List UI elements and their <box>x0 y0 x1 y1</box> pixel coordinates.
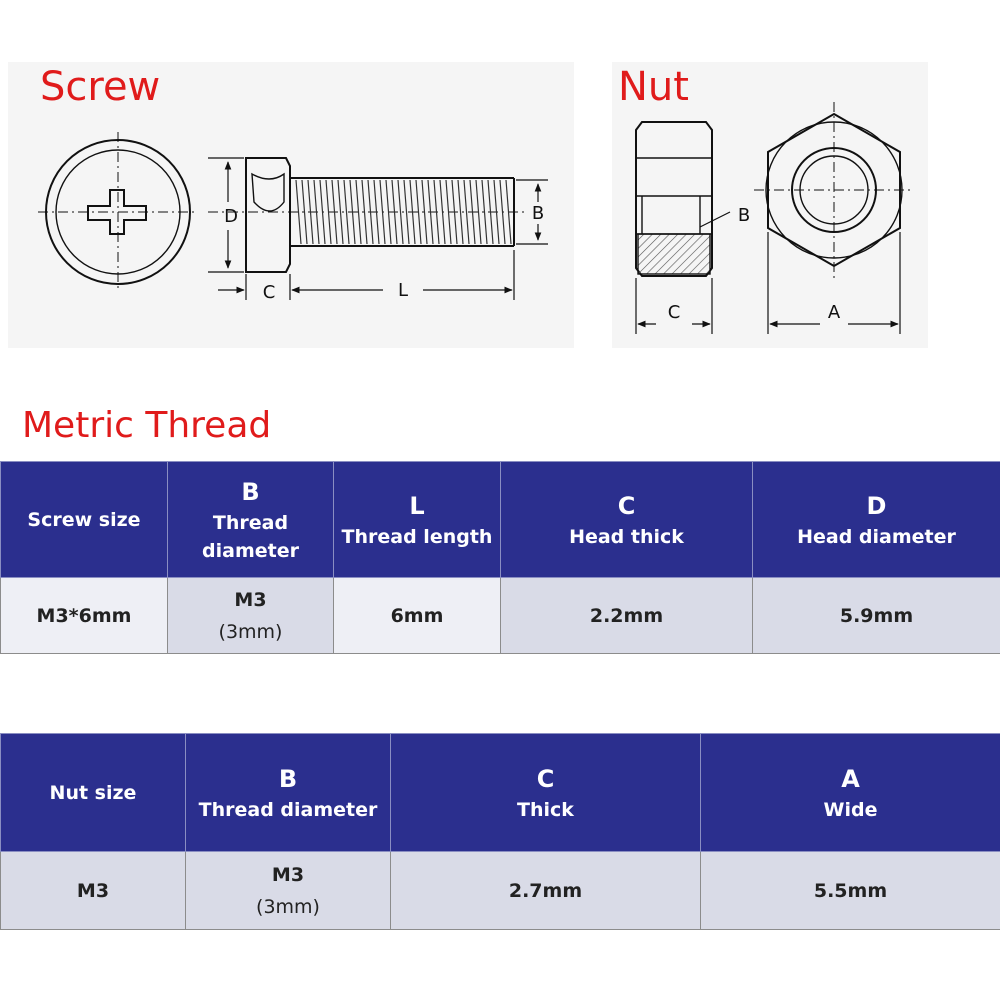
header-name: Thick <box>517 798 574 821</box>
header-letter: A <box>841 764 860 793</box>
nut-label-a: A <box>827 302 841 323</box>
screw-label-b: B <box>531 203 545 224</box>
header-letter: B <box>241 477 260 506</box>
header-letter: B <box>278 764 298 793</box>
cell-nut-size: M3 <box>1 852 186 930</box>
header-letter: L <box>409 491 425 520</box>
header-thread-length <box>334 462 501 578</box>
nut-front-view <box>754 102 914 278</box>
nut-table-header-row <box>1 734 1000 852</box>
nut-label-c: C <box>667 302 681 323</box>
header-screw-size <box>1 462 168 578</box>
header-name: Wide <box>823 798 878 821</box>
header-thread-diameter <box>168 462 334 578</box>
header-name: Nut size <box>49 781 137 804</box>
table-row <box>1 852 1000 930</box>
nut-drawing <box>612 62 928 348</box>
screw-head-top-view <box>38 132 198 292</box>
header-letter: C <box>536 764 555 793</box>
header-head-thick <box>501 462 753 578</box>
header-name: Thread length <box>341 525 493 548</box>
cell-thread-diameter <box>168 578 334 654</box>
screw-table-header-row <box>1 462 1000 578</box>
header-nut-wide <box>701 734 1000 852</box>
screw-spec-table <box>0 461 1000 654</box>
header-nut-thread-diameter <box>186 734 391 852</box>
cell-head-thick: 2.2mm <box>501 578 753 654</box>
cell-nut-thread-diameter-mm: (3mm) <box>256 895 320 918</box>
cell-head-diameter: 5.9mm <box>753 578 1000 654</box>
cell-nut-wide: 5.5mm <box>701 852 1000 930</box>
table-row <box>1 578 1000 654</box>
cell-screw-size: M3*6mm <box>1 578 168 654</box>
header-name: Thread diameter <box>202 511 299 562</box>
header-name: Head diameter <box>797 525 956 548</box>
cell-thread-length: 6mm <box>334 578 501 654</box>
header-letter: D <box>866 491 887 520</box>
section-title: Metric Thread <box>22 405 272 446</box>
header-nut-thick <box>391 734 701 852</box>
header-letter: C <box>617 491 636 520</box>
header-name: Thread diameter <box>198 798 378 821</box>
nut-label-b: B <box>737 205 751 226</box>
cell-nut-thick: 2.7mm <box>391 852 701 930</box>
screw-label-d: D <box>224 206 238 227</box>
screw-side-view <box>208 158 528 272</box>
header-name: Screw size <box>27 508 141 531</box>
cell-thread-diameter-mm: (3mm) <box>218 620 283 643</box>
cell-nut-thread-diameter <box>186 852 391 930</box>
nut-side-view <box>636 122 712 276</box>
screw-label-c: C <box>262 282 276 303</box>
nut-heading: Nut <box>618 64 689 110</box>
header-nut-size <box>1 734 186 852</box>
cell-thread-diameter-m: M3 <box>234 588 267 611</box>
screw-drawing <box>8 62 574 348</box>
cell-nut-thread-diameter-m: M3 <box>271 863 305 886</box>
header-name: Head thick <box>569 525 684 548</box>
header-head-diameter <box>753 462 1000 578</box>
nut-spec-table <box>0 733 1000 930</box>
screw-label-l: L <box>397 280 409 301</box>
screw-heading: Screw <box>40 64 161 110</box>
